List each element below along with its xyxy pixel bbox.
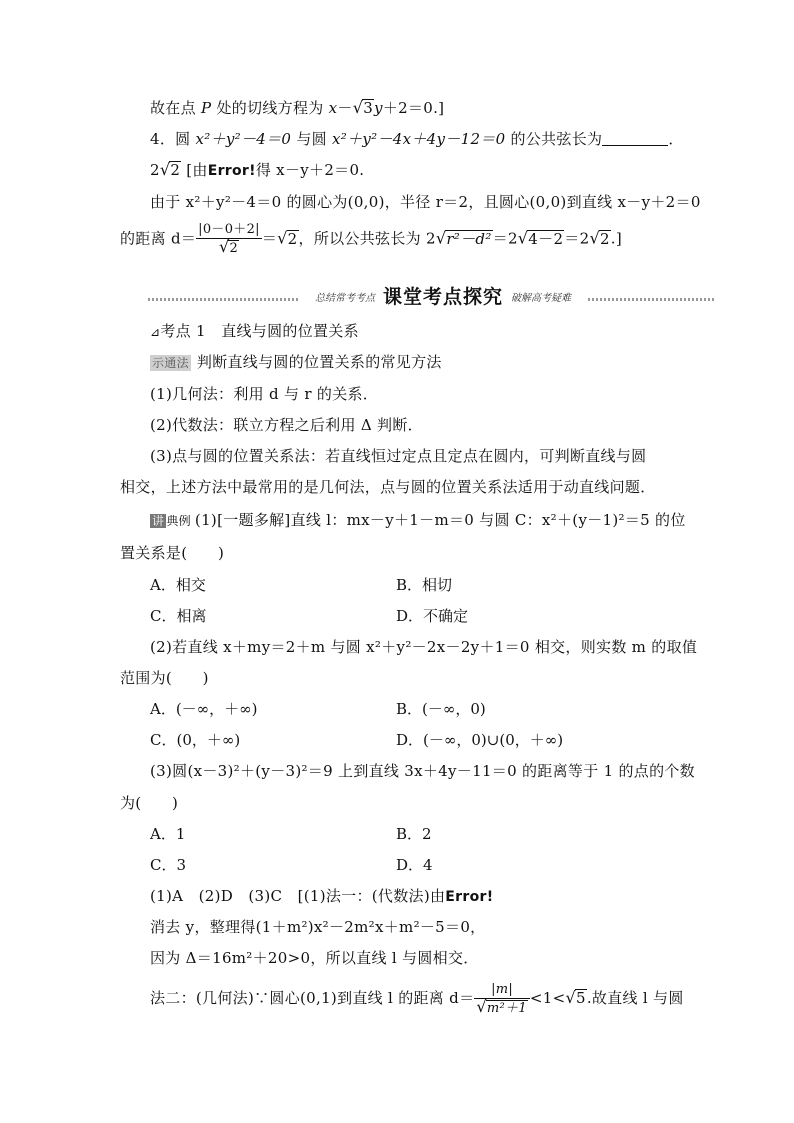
banner-title: 课堂考点探究 [382, 286, 503, 308]
answer-line-2: 消去 y，整理得(1＋m²)x²－2m²x＋m²－5＝0， [150, 918, 486, 936]
section-banner: 总结常考考点 课堂考点探究 破解高考疑难 [148, 282, 716, 304]
example-tag: 讲 典例 [152, 514, 191, 528]
method-3-line-2: 相交，上述方法中最常用的是几何法，点与圆的位置关系法适用于动直线问题． [120, 478, 656, 496]
answer-blank [602, 131, 668, 146]
example-p2-line-1: (2)若直线 x＋my＝2＋m 与圆 x²＋y²－2x－2y＋1＝0 相交，则实数 m 的取值 [150, 638, 698, 656]
explanation-line-2: 的距离 d＝ $\frac{|0-0+2|}{√2}$ ＝√2，所以公共弦长为 2√r²－d²＝2√4－2＝2√2.] [120, 222, 623, 256]
p1-option-d: D．不确定 [396, 607, 469, 625]
answer-4: 2√2 [由Error!得 x－y＋2＝0. [150, 160, 365, 179]
distance-fraction-m: $\frac{|m|}{\text{√m²＋1}}$ [474, 982, 530, 1017]
p2-option-a: A．(－∞，＋∞) [150, 700, 258, 718]
tongfa-tag: 示通法 [152, 356, 189, 370]
method-2: (2)代数法：联立方程之后利用 Δ 判断． [150, 416, 423, 434]
p2-option-b: B．(－∞，0) [396, 700, 486, 718]
method-3-line-1: (3)点与圆的位置关系法：若直线恒过定点且定点在圆内，可判断直线与圆 [150, 447, 647, 465]
p1-option-c: C．相离 [150, 607, 207, 625]
answer-line-4: 法二：(几何法)∵圆心(0,1)到直线 l 的距离 d＝ $\frac{|m|}{\text{√m²＋1}}$ <1<√5.故直线 l 与圆 [150, 981, 684, 1016]
example-p3-line-1: (3)圆(x－3)²＋(y－3)²＝9 上到直线 3x＋4y－11＝0 的距离等于 1 的点的个数 [150, 762, 695, 780]
tangent-line-text: 故在点 P 处的切线方程为 x－√3y＋2＝0.] [150, 98, 445, 117]
kaodian-heading: ⊿考点 1 直线与圆的位置关系 [150, 322, 359, 340]
example-p1-line-2: 置关系是( ) [120, 544, 225, 562]
tongfa-heading: 示通法 判断直线与圆的位置关系的常见方法 [152, 353, 442, 371]
answer-line-1: (1)A (2)D (3)C [(1)法一：(代数法)由Error! [150, 887, 494, 905]
example-p2-line-2: 范围为( ) [120, 669, 209, 687]
p3-option-b: B．2 [396, 825, 432, 843]
p2-option-c: C．(0，＋∞) [150, 731, 241, 749]
p1-option-a: A．相交 [150, 576, 206, 594]
question-4: 4．圆 x²＋y²－4＝0 与圆 x²＋y²－4x＋4y－12＝0 的公共弦长为 ． [150, 130, 684, 148]
answer-line-3: 因为 Δ＝16m²＋20>0，所以直线 l 与圆相交． [150, 949, 479, 967]
distance-fraction: $\frac{|0-0+2|}{√2}$ [198, 222, 260, 256]
p3-option-d: D．4 [396, 856, 433, 874]
example-p3-line-2: 为( ) [120, 794, 179, 812]
p3-option-a: A．1 [150, 825, 186, 843]
example-p1-line-1: 讲 典例 (1)[一题多解]直线 l：mx－y＋1－m＝0 与圆 C：x²＋(y－1)²＝5 的位 [152, 511, 686, 529]
kaodian-icon: ⊿ [150, 325, 161, 339]
p2-option-d: D．(－∞，0)∪(0，＋∞) [396, 731, 564, 749]
explanation-line-1: 由于 x²＋y²－4＝0 的圆心为(0,0)，半径 r＝2，且圆心(0,0)到直线 x－y＋2＝0 [150, 193, 701, 211]
method-1: (1)几何法：利用 d 与 r 的关系． [150, 385, 379, 403]
p1-option-b: B．相切 [396, 576, 453, 594]
p3-option-c: C．3 [150, 856, 187, 874]
